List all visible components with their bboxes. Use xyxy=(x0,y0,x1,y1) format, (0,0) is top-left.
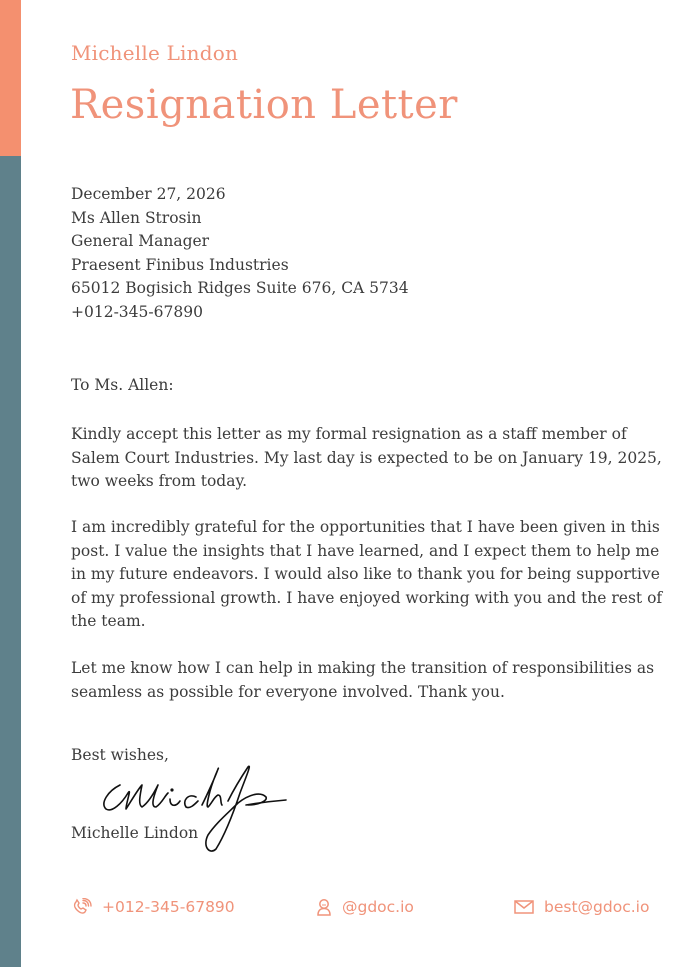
author-name: Michelle Lindon xyxy=(71,41,239,65)
document-title: Resignation Letter xyxy=(70,82,458,128)
paragraph-line: of my professional growth. I have enjoyed working with you and the rest of xyxy=(71,588,663,607)
accent-bar-bottom xyxy=(0,156,21,967)
footer-social-text: @gdoc.io xyxy=(342,898,414,916)
footer-phone[interactable] xyxy=(72,898,235,916)
paragraph-line: Let me know how I can help in making the transition of responsibilities as xyxy=(71,659,655,677)
mail-icon xyxy=(514,900,534,914)
recipient-block xyxy=(71,183,409,325)
paragraph-line: seamless as possible for everyone involved. Thank you. xyxy=(71,682,505,701)
footer-email-text: best@gdoc.io xyxy=(544,898,650,916)
paragraph-line: Kindly accept this letter as my formal resignation as a staff member of xyxy=(71,425,627,443)
paragraph-line: the team. xyxy=(71,612,146,630)
paragraph-3 xyxy=(71,657,655,704)
paragraph-line: two weeks from today. xyxy=(71,472,248,490)
recipient-company: Praesent Finibus Industries xyxy=(71,255,289,274)
footer-social[interactable] xyxy=(316,898,414,916)
greeting: To Ms. Allen: xyxy=(71,376,174,394)
user-icon xyxy=(316,898,332,916)
paragraph-line: post. I value the insights that I have learned, and I expect them to help me xyxy=(71,541,660,560)
phone-icon xyxy=(72,898,92,916)
recipient-phone: +012-345-67890 xyxy=(71,302,203,321)
signer-name: Michelle Lindon xyxy=(71,824,199,842)
recipient-position: General Manager xyxy=(71,232,210,251)
footer-phone-text: +012-345-67890 xyxy=(102,898,235,916)
paragraph-1 xyxy=(71,423,662,494)
recipient-name: Ms Allen Strosin xyxy=(71,208,202,227)
closing: Best wishes, xyxy=(71,746,169,764)
accent-bar-top xyxy=(0,0,21,156)
paragraph-line: Salem Court Industries. My last day is expected to be on January 19, 2025, xyxy=(71,448,662,467)
paragraph-line: in my future endeavors. I would also like to thank you for being supportive xyxy=(71,565,660,583)
footer-email[interactable] xyxy=(514,898,649,916)
letter-date: December 27, 2026 xyxy=(71,185,226,203)
recipient-address: 65012 Bogisich Ridges Suite 676, CA 5734 xyxy=(71,279,409,298)
paragraph-line: I am incredibly grateful for the opportunities that I have been given in this xyxy=(71,518,660,536)
paragraph-2 xyxy=(71,516,663,634)
